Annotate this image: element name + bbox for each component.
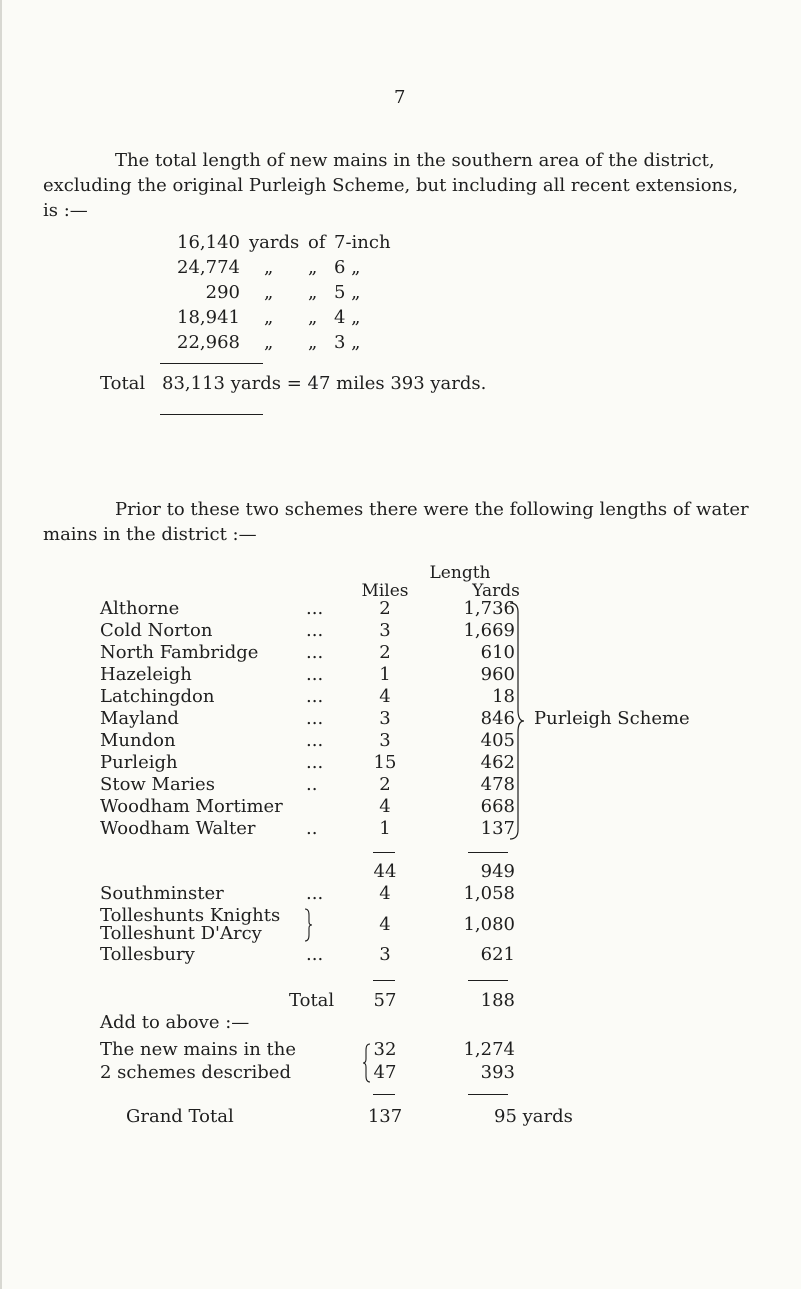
miles-value: 4 — [379, 883, 391, 904]
grand-total-yards: 95 yards — [494, 1106, 573, 1127]
mains-total-value: 83,113 yards = 47 miles 393 yards. — [162, 373, 487, 394]
subtotal-miles: 44 — [373, 861, 397, 882]
miles-value: 4 — [379, 796, 391, 817]
leader-dots: ... — [306, 752, 324, 773]
leader-dots: ... — [306, 598, 324, 619]
mains-unit: yards — [249, 232, 300, 253]
mains-of: „ — [308, 282, 318, 303]
miles-grand-total-rule — [373, 1094, 395, 1095]
miles-value: 1 — [379, 818, 391, 839]
yards-value: 1,669 — [463, 620, 515, 641]
add-to-above-label: Add to above :— — [100, 1012, 250, 1033]
yards-column-header: Yards — [472, 581, 520, 601]
purleigh-scheme-label: Purleigh Scheme — [534, 708, 690, 729]
total-yards: 188 — [480, 990, 515, 1011]
new-mains-yards: 1,274 — [463, 1039, 515, 1060]
yards-grand-total-rule — [468, 1094, 508, 1095]
place-name: Stow Maries — [100, 774, 215, 795]
place-name: Mayland — [100, 708, 179, 729]
prior-paragraph: Prior to these two schemes there were the following lengths of water mains in the district :— — [43, 499, 749, 545]
yards-value: 478 — [480, 774, 515, 795]
mains-unit: „ — [264, 282, 274, 303]
yards-value: 1,080 — [463, 914, 515, 935]
miles-value: 15 — [373, 752, 397, 773]
leader-dots: ... — [306, 642, 324, 663]
place-name: Woodham Mortimer — [100, 796, 283, 817]
place-name-line-a: Tolleshunts Knights — [100, 905, 281, 926]
miles-value: 2 — [379, 642, 391, 663]
leader-dots: ... — [306, 620, 324, 641]
length-header: Length — [429, 563, 491, 583]
leader-dots: ... — [306, 686, 324, 707]
grand-total-label: Grand Total — [126, 1106, 234, 1127]
miles-subtotal-rule — [373, 852, 395, 853]
place-name: Cold Norton — [100, 620, 213, 641]
place-name: Southminster — [100, 883, 224, 904]
yards-value: 846 — [480, 708, 515, 729]
yards-value: 462 — [480, 752, 515, 773]
mains-of: „ — [308, 257, 318, 278]
mains-total-bottom-rule — [160, 414, 263, 415]
mains-yards-value: 290 — [205, 282, 240, 303]
new-mains-miles: 32 — [373, 1039, 397, 1060]
mains-size: 7-inch — [334, 232, 391, 253]
place-name: Hazeleigh — [100, 664, 192, 685]
miles-value: 2 — [379, 598, 391, 619]
mains-total-label: Total — [100, 373, 146, 394]
new-mains-label-line2: 2 schemes described — [100, 1062, 291, 1083]
miles-value: 3 — [379, 708, 391, 729]
tolleshunt-brace — [302, 907, 314, 943]
yards-value: 405 — [480, 730, 515, 751]
intro-paragraph: The total length of new mains in the southern area of the district, excluding the original Purleigh Scheme, but including all recent extensions, is :— — [43, 150, 739, 221]
grand-total-miles: 137 — [367, 1106, 403, 1127]
miles-value: 2 — [379, 774, 391, 795]
leader-dots: ... — [306, 664, 324, 685]
mains-size: 4 „ — [334, 307, 361, 328]
leader-dots: .. — [306, 818, 318, 839]
place-name: Woodham Walter — [100, 818, 256, 839]
place-name: Tollesbury — [100, 944, 195, 965]
miles-total-rule — [373, 980, 395, 981]
yards-value: 621 — [480, 944, 515, 965]
total-label: Total — [289, 990, 335, 1011]
mains-size: 5 „ — [334, 282, 361, 303]
mains-unit: „ — [264, 257, 274, 278]
yards-total-rule — [468, 980, 508, 981]
miles-value: 3 — [379, 620, 391, 641]
leader-dots: .. — [306, 774, 318, 795]
new-mains-miles: 47 — [373, 1062, 397, 1083]
place-name: Latchingdon — [100, 686, 215, 707]
yards-value: 960 — [480, 664, 515, 685]
miles-column-header: Miles — [361, 581, 409, 601]
yards-value: 1,736 — [463, 598, 515, 619]
miles-value: 4 — [379, 914, 391, 935]
new-mains-label-line1: The new mains in the — [100, 1039, 297, 1060]
mains-total-rule — [160, 363, 263, 364]
leader-dots: ... — [306, 883, 324, 904]
mains-size: 3 „ — [334, 332, 361, 353]
yards-value: 18 — [492, 686, 515, 707]
yards-value: 610 — [480, 642, 515, 663]
yards-value: 1,058 — [463, 883, 515, 904]
mains-unit: „ — [264, 332, 274, 353]
leader-dots: ... — [306, 730, 324, 751]
page-number: 7 — [394, 87, 406, 108]
mains-yards-value: 22,968 — [177, 332, 240, 353]
mains-yards-value: 16,140 — [177, 232, 240, 253]
place-name: Purleigh — [100, 752, 178, 773]
yards-value: 668 — [480, 796, 515, 817]
total-miles: 57 — [373, 990, 397, 1011]
miles-value: 3 — [379, 944, 391, 965]
mains-yards-value: 24,774 — [177, 257, 240, 278]
place-name-line-b: Tolleshunt D'Arcy — [100, 923, 262, 944]
miles-value: 3 — [379, 730, 391, 751]
leader-dots: ... — [306, 944, 324, 965]
mains-of: „ — [308, 332, 318, 353]
mains-of: „ — [308, 307, 318, 328]
miles-value: 4 — [379, 686, 391, 707]
miles-value: 1 — [379, 664, 391, 685]
place-name: North Fambridge — [100, 642, 259, 663]
mains-yards-value: 18,941 — [177, 307, 240, 328]
mains-of: of — [308, 232, 326, 253]
mains-unit: „ — [264, 307, 274, 328]
page-left-edge — [0, 0, 2, 1289]
place-name: Althorne — [100, 598, 180, 619]
subtotal-yards: 949 — [480, 861, 515, 882]
place-name: Mundon — [100, 730, 176, 751]
yards-value: 137 — [480, 818, 515, 839]
purleigh-scheme-brace — [508, 600, 530, 842]
mains-size: 6 „ — [334, 257, 361, 278]
leader-dots: ... — [306, 708, 324, 729]
new-mains-yards: 393 — [480, 1062, 515, 1083]
yards-subtotal-rule — [468, 852, 508, 853]
